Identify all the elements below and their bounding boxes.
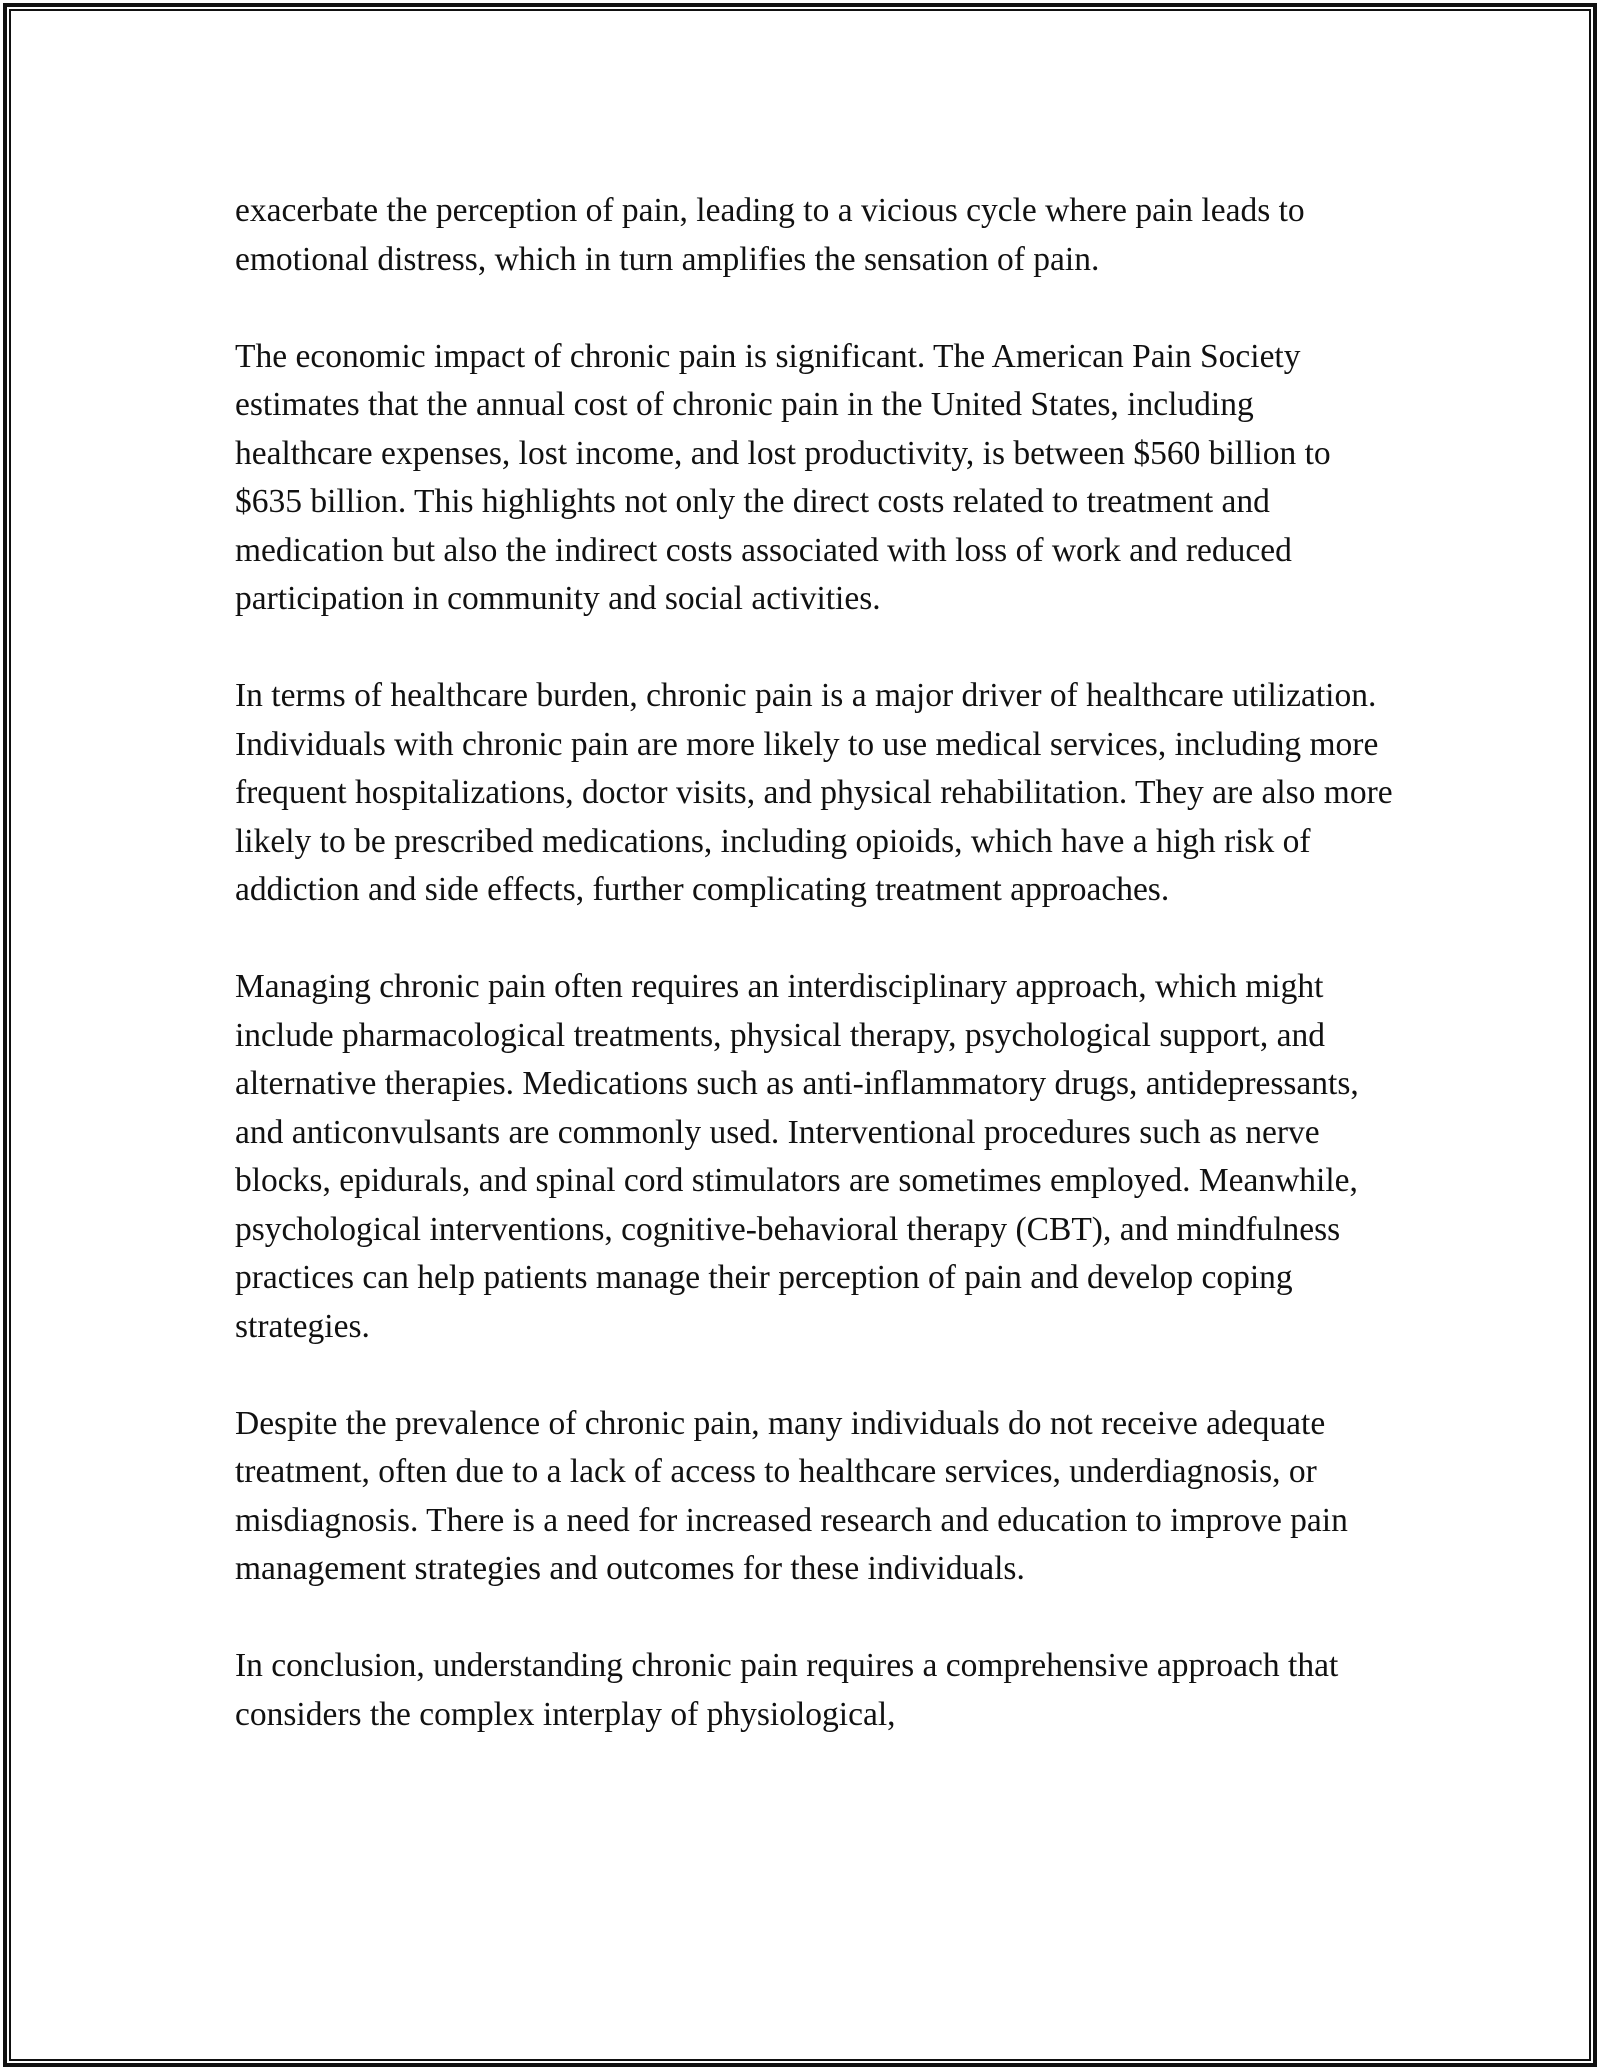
paragraph-treatment-gap: Despite the prevalence of chronic pain, many individuals do not receive adequate treatment, often due to a lack of access to healthcare services, underdiagnosis, or misdiagnosis. There is a need for increased research and education to improve pain management strategies and outcomes for these individuals. — [235, 1404, 1348, 1587]
paragraph-management: Managing chronic pain often requires an interdisciplinary approach, which might include pharmacological treatments, physical therapy, psychological support, and alternative therapies. Medications such as anti-inflammatory drugs, antidepressants, and anticonvulsants are commonly used. Interventional procedures such as nerve blocks, epidurals, and spinal cord stimulators are sometimes employed. Meanwhile, psychological interventions, cognitive-behavioral therapy (CBT), and mindfulness practices can help patients manage their perception of pain and develop coping strategies. — [235, 968, 1359, 1345]
paragraph-healthcare-burden: In terms of healthcare burden, chronic pain is a major driver of healthcare utilization. Individuals with chronic pain are more likely to use medical services, including more frequent hospitalizations, doctor visits, and physical rehabilitation. They are also more likely to be prescribed medications, including opioids, which have a high risk of addiction and side effects, further complicating treatment approaches. — [235, 677, 1393, 908]
paragraph-economic-impact: The economic impact of chronic pain is significant. The American Pain Society estimates that the annual cost of chronic pain in the United States, including healthcare expenses, lost income, and lost productivity, is between $560 billion to $635 billion. This highlights not only the direct costs related to treatment and medication but also the indirect costs associated with loss of work and reduced participation in community and social activities. — [235, 337, 1331, 617]
paragraph-pain-cycle: exacerbate the perception of pain, leading to a vicious cycle where pain leads to emotional distress, which in turn amplifies the sensation of pain. — [235, 192, 1305, 278]
paragraph-conclusion: In conclusion, understanding chronic pain requires a comprehensive approach that considers the complex interplay of physiological, — [235, 1647, 1339, 1733]
document-body — [235, 187, 1395, 1739]
